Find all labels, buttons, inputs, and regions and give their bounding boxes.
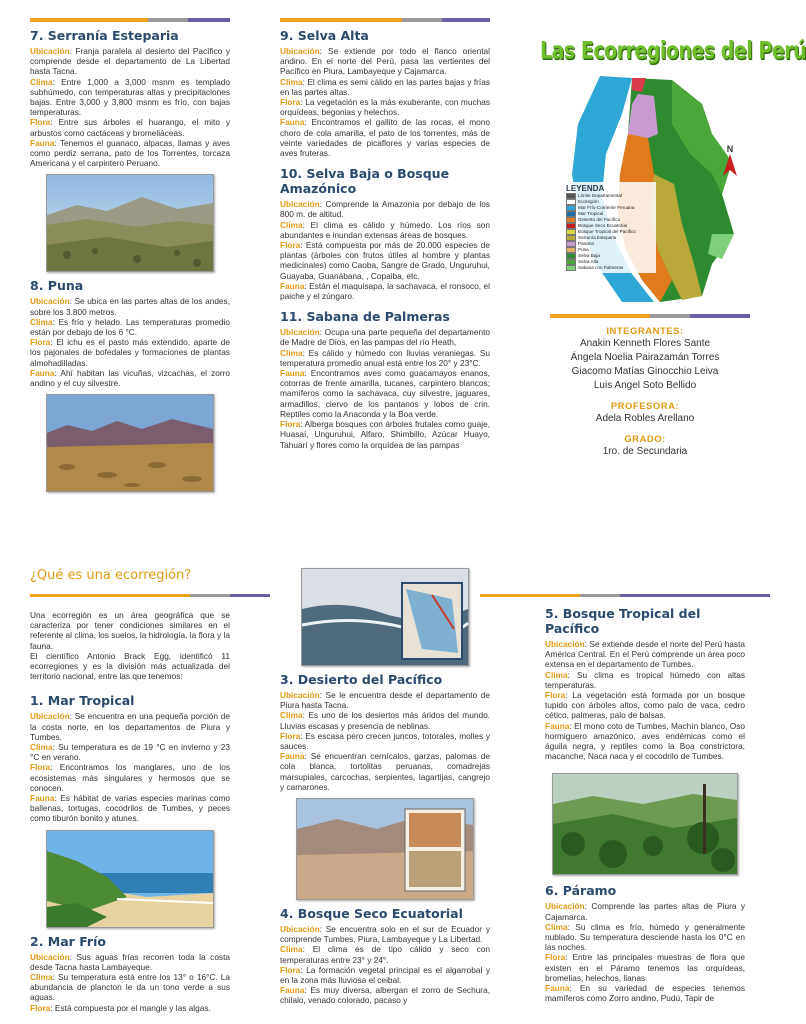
map-title: Las Ecorregiones del Perú — [540, 37, 806, 65]
field-label: Ubicación — [545, 901, 585, 912]
section-line — [30, 368, 230, 388]
photo-mar-tropical — [46, 830, 214, 928]
legend-item — [566, 265, 654, 271]
field-text: : Comprende la Amazonía por debajo de los 800 m. de altitud. — [280, 199, 490, 220]
north-arrow: N — [720, 144, 740, 181]
field-label: Clima — [280, 710, 303, 721]
legend-label: Bosque Seco Ecuatorial — [578, 223, 628, 228]
section-line — [545, 670, 745, 690]
section-title-puna: 8. Puna — [30, 278, 84, 294]
field-text: : Ahí habitan las vicuñas, vizcachas, el zorro andino y el cuy silvestre. — [30, 367, 230, 389]
intro-title: ¿Qué es una ecorregión? — [30, 568, 192, 583]
section-line — [545, 922, 745, 953]
panel-bottom-right — [545, 606, 745, 1024]
field-label: Fauna — [545, 983, 570, 994]
field-text: : El clima es de tipo cálido y seco con temperaturas entre 23° y 24°. — [280, 944, 490, 965]
field-text: : Se encuentra solo en el sur de Ecuador y comprende Tumbes, Piura, Lambayeque y La Libertad. — [280, 924, 490, 945]
section-title-selva-alta: 9. Selva Alta — [280, 28, 369, 43]
field-text: : Está compuesta por el mangle y las algas. — [50, 1002, 211, 1013]
section-line — [30, 46, 230, 77]
field-text: : Sus aguas frías recorren toda la costa desde Tacna hasta Lambayeque. — [30, 951, 230, 972]
field-label: Clima — [545, 669, 568, 680]
color-bar — [480, 594, 770, 597]
field-label: Fauna — [545, 720, 570, 731]
field-text: : Se le encuentra desde el departamento de Piura hasta Tacna. — [280, 690, 490, 711]
photo-serrania-esteparia — [46, 174, 214, 272]
field-text: : Encontramos los manglares, uno de los ecosistemas más singulares y hermosos que se conocen. — [30, 762, 230, 793]
section-line — [280, 281, 490, 301]
section-title-desierto: 3. Desierto del Pacífico — [280, 672, 443, 687]
legend-label: Puna — [578, 247, 589, 252]
section-line — [280, 985, 490, 1005]
panel-cover — [540, 30, 806, 525]
field-label: Fauna — [280, 985, 305, 996]
field-label: Clima — [280, 76, 303, 87]
field-text: : Es cálido y húmedo con lluvias veraniegas. Su temperatura promedio anual está entre los 20° y 23°C. — [280, 347, 490, 368]
legend-list — [566, 193, 654, 271]
field-label: Fauna — [280, 751, 305, 762]
section-line — [30, 952, 230, 972]
legend-label: Desierto del Pacífico — [578, 217, 621, 222]
field-label: Flora — [280, 730, 301, 741]
field-text: : En su variedad de especies tenemos mamíferos como Zorro andino, Pudú, Tapir de — [545, 983, 745, 1004]
section-line — [280, 240, 490, 281]
integrante-name: Anakin Kenneth Flores Sante — [579, 338, 711, 349]
panel-bottom-middle — [280, 566, 490, 1024]
field-label: Ubicación — [280, 46, 320, 56]
field-text: : Se encuentran cernícalos, garzas, palomas de cola blanca, tortolitas peruanas, comadrejas marsupiales, carcochas, serpientes, lagartijas, cangrejo y camarones. — [280, 751, 490, 792]
integrantes-label: INTEGRANTES: — [606, 326, 684, 337]
section-line — [30, 742, 230, 762]
photo-bosque-seco — [296, 798, 474, 900]
credits — [540, 326, 750, 459]
section-line — [280, 199, 490, 219]
legend-title: LEYENDA — [566, 184, 605, 193]
field-label: Fauna — [30, 137, 55, 148]
field-label: Ubicación — [280, 690, 320, 700]
section-title-paramo: 6. Páramo — [545, 883, 617, 899]
section-body-mar-frio — [30, 952, 230, 1013]
integrante-name: Ángela Noelia Pairazamán Torres — [570, 352, 720, 363]
field-text: : Su temperatura está entre los 13° o 16°C. La abundancia de plancton le da un tono verde a sus aguas. — [30, 972, 230, 1003]
photo-desierto-pacifico — [301, 568, 469, 666]
field-label: Flora — [280, 240, 301, 251]
section-line — [280, 77, 490, 97]
legend-swatch — [566, 265, 576, 271]
grado-value: 1ro. de Secundaria — [602, 446, 688, 457]
section-body-paramo — [545, 901, 745, 1003]
section-line — [280, 220, 490, 240]
field-text: : La vegetación es la más exuberante, con muchas orquídeas, begonias y helechos. — [280, 97, 490, 118]
section-line — [280, 690, 490, 710]
field-text: : Alberga bosques con árboles frutales como guaje, Huasaí, Unguruhui, Alfaro, Shimbillo, Azúcar Huayo, Tahuarí y flores como la orquídea de las pampas — [280, 419, 490, 450]
field-text: : Entre 1,000 a 3,000 msnm es templado subhúmedo, con temperaturas altas y precipitaciones bajas. Entre 3,000 y 3,800 msnm es frío, con bajas temperaturas. — [30, 76, 230, 118]
legend-label: Ecoregión — [578, 199, 599, 204]
legend-label: Selva Baja — [578, 253, 600, 258]
field-text: : Franja paralela al desierto del Pacífico y comprende desde el departamento de La Libertad hasta Tacna. — [30, 46, 230, 77]
section-line — [280, 965, 490, 985]
profesora-label: PROFESORA: — [610, 401, 680, 412]
field-text: : Su temperatura es de 19 °C en invierno y 23 °C en verano. — [30, 742, 230, 763]
field-label: Flora — [280, 419, 301, 430]
field-label: Flora — [30, 337, 51, 348]
legend-label: Sabana con Palmeras — [578, 265, 624, 270]
section-line — [280, 46, 490, 77]
section-title-bosque-seco: 4. Bosque Seco Ecuatorial — [280, 906, 463, 922]
section-body-desierto — [280, 690, 490, 792]
field-label: Flora — [280, 97, 301, 108]
field-label: Fauna — [30, 793, 55, 804]
section-body-selva-baja — [280, 199, 490, 301]
field-text: : Está compuesta por más de 20.000 especies de plantas (árboles con frutos útiles al hombre y plantas medicinales) como Caoba, Sangre de Grado, Unguruhui, Guayaba, Guanábana, , Copaiba, etc. — [280, 240, 490, 281]
field-label: Fauna — [280, 368, 305, 379]
section-title-serrania: 7. Serranía Esteparia — [30, 28, 179, 43]
field-label: Ubicación — [30, 46, 70, 56]
section-line — [545, 721, 745, 762]
section-title-mar-frio: 2. Mar Frío — [30, 933, 106, 949]
field-text: : Se ubica en las partes altas de los andes, sobre los 3.800 metros. — [30, 296, 230, 317]
field-text: : Su clima es frío, húmedo y generalmente nublado. Su temperatura desciende hasta los 0°C en las noches. — [545, 921, 745, 953]
field-text: : Encontramos el gallito de las rocas, el mono choro de cola amarilla, el pato de los torrentes, más de veinte variedades de picaflores y varias especies de aves fruteras. — [280, 117, 490, 159]
section-line — [30, 317, 230, 337]
integrantes-list — [540, 337, 750, 393]
legend-label: Mar Tropical — [578, 211, 604, 216]
field-text: : La vegetación está formada por un bosque tupido con árboles altos, como palo de vaca, cedro cético, palmeras, palo de balsas. — [545, 690, 745, 721]
field-text: : El clima es semi cálido en las partes bajas y frías en las partes altas. — [280, 76, 490, 97]
section-body-serrania — [30, 46, 230, 168]
color-bar — [550, 314, 750, 318]
field-text: : Entre sus árboles el huarango, el mito y arbustos como cactáceas y bromeliáceas. — [30, 117, 230, 138]
panel-top-middle — [280, 18, 490, 523]
section-body-puna — [30, 296, 230, 388]
section-body-sabana — [280, 327, 490, 449]
section-line — [280, 368, 490, 419]
legend-label: Bosque Tropical del Pacífico — [578, 229, 636, 234]
section-line — [545, 901, 745, 921]
legend-label: Selva Alta — [578, 259, 599, 264]
legend-label: Mar Frío-Corriente Peruana — [578, 205, 635, 210]
section-line — [545, 952, 745, 983]
field-text: : El ichu es el pasto más extendido, aparte de los pajonales de bofedales y formaciones de plantas almohadilladas. — [30, 337, 230, 368]
field-text: : El clima es cálido y húmedo. Los ríos son abundantes e inundan extensas áreas de bosques. — [280, 219, 490, 240]
color-bar — [30, 18, 230, 22]
section-line — [545, 690, 745, 721]
section-body-selva-alta — [280, 46, 490, 158]
section-line — [280, 419, 490, 450]
photo-puna — [46, 394, 214, 492]
section-line — [545, 639, 745, 670]
field-label: Ubicación — [280, 924, 320, 935]
field-label: Fauna — [30, 367, 55, 378]
field-label: Flora — [280, 964, 301, 975]
section-line — [280, 751, 490, 792]
field-label: Clima — [280, 944, 303, 955]
field-label: Clima — [280, 347, 303, 358]
field-label: Flora — [30, 1002, 51, 1013]
field-text: : La formación vegetal principal es el algarrobal y en la zona más lluviosa el ceibal. — [280, 964, 490, 986]
profesora-name: Adela Robles Arellano — [595, 413, 695, 424]
section-line — [280, 731, 490, 751]
section-line — [280, 944, 490, 964]
field-text: : Están el maquisapa, la sachavaca, el ronsoco, el paiche y el zúngaro. — [280, 280, 490, 302]
section-line — [545, 983, 745, 1003]
field-text: : Se encuentra en una pequeña porción de la costa norte, en los departamentos de Piura y Tumbes. — [30, 711, 230, 742]
intro-paragraph-2: El científico Antonio Brack Egg, identificó 11 ecorregiones y es la división más actualizada del territorio nacional, entre las que tenemos: — [30, 650, 230, 682]
field-text: : Es uno de los desiertos más áridos del mundo. Lluvias escasas y presencia de neblinas. — [280, 710, 490, 731]
section-body-bosque-seco — [280, 924, 490, 1006]
section-line — [30, 711, 230, 742]
field-text: : Se extiende desde el norte del Perú hasta América Central. En el Perú comprende un área poco extensa en el departamento de Tumbes. — [545, 639, 745, 670]
section-line — [30, 1003, 230, 1013]
field-text: : Entre las principales muestras de flora que existen en el Páramo tenemos las orquídeas, bromelias, helechos, lianas. — [545, 952, 745, 983]
field-label: Ubicación — [545, 639, 585, 649]
field-text: : Es muy diversa, albergan el zorro de Sechura, chilalo, venado colorado, pacaso y — [280, 985, 490, 1006]
field-text: : Se extiende por todo el flanco oriental andino. En el norte del Perú, pasa las vertientes del Pacífico en Piura, Lambayeque y Cajamarca. — [280, 46, 490, 77]
field-label: Ubicación — [280, 327, 320, 338]
field-text: : Ocupa una parte pequeña del departamento de Madre de Dios, en las pampas del río Heath, — [280, 327, 490, 348]
intro-paragraph: Una ecorregión es un área geográfica que se caracteriza por tener condiciones similares en el referente al clima, los suelos, la hidrología, la flora y la fauna. — [30, 610, 230, 651]
color-bar — [30, 594, 270, 597]
section-line — [30, 972, 230, 1003]
field-text: : Tenemos el guanaco, alpacas, llamas y aves como perdiz serrana, pato de los Torrentes, torcaza Americana y el carpintero Peruano. — [30, 137, 230, 169]
integrante-name: Luis Angel Soto Bellido — [593, 380, 697, 391]
section-line — [30, 793, 230, 824]
section-line — [30, 77, 230, 118]
field-text: : Es frío y helado. Las temperaturas promedio están por debajo de los 6 °C. — [30, 316, 230, 338]
section-line — [30, 296, 230, 316]
panel-top-left — [30, 18, 230, 523]
section-line — [280, 327, 490, 347]
section-line — [280, 348, 490, 368]
field-text: : Es hábitat de varias especies marinas como ballenas, tortugas, cocodrilos de Tumbes, y peces como tiburón bonito y atunes. — [30, 793, 230, 824]
legend-label: Páramo — [578, 241, 595, 246]
field-label: Fauna — [280, 280, 305, 291]
field-label: Clima — [30, 972, 53, 983]
section-line — [280, 924, 490, 944]
section-body-bosque-tropical — [545, 639, 745, 761]
field-label: Clima — [545, 921, 568, 932]
section-line — [280, 97, 490, 117]
field-text: : Su clima es tropical húmedo con altas temperaturas. — [545, 669, 745, 690]
field-label: Clima — [30, 76, 53, 87]
field-text: : Comprende las partes altas de Piura y Cajamarca. — [545, 901, 745, 922]
field-label: Clima — [30, 742, 53, 753]
section-line — [30, 762, 230, 793]
map-legend — [564, 182, 656, 273]
legend-label: Límite Departamental — [578, 193, 622, 198]
legend-label: Serranía Esteparia — [578, 235, 617, 240]
section-line — [30, 337, 230, 368]
section-line — [30, 117, 230, 137]
field-label: Ubicación — [30, 296, 70, 307]
field-label: Flora — [545, 690, 566, 701]
section-line — [280, 117, 490, 158]
field-label: Clima — [30, 316, 53, 327]
field-label: Flora — [30, 762, 51, 773]
section-title-selva-baja: 10. Selva Baja o Bosque Amazónico — [280, 166, 450, 197]
field-label: Ubicación — [280, 199, 320, 210]
section-body-mar-tropical — [30, 711, 230, 823]
field-label: Flora — [30, 117, 51, 128]
section-title-sabana: 11. Sabana de Palmeras — [280, 309, 450, 325]
section-line — [30, 138, 230, 169]
section-title-bosque-tropical: 5. Bosque Tropical del Pacífico — [545, 606, 701, 636]
section-title-mar-tropical: 1. Mar Tropical — [30, 693, 135, 709]
field-label: Fauna — [280, 117, 305, 128]
field-label: Ubicación — [30, 951, 70, 962]
integrante-name: Giacomo Matías Ginocchio Leiva — [571, 366, 719, 377]
color-bar — [280, 18, 490, 22]
grado-label: GRADO: — [624, 434, 666, 445]
field-label: Clima — [280, 219, 303, 230]
field-label: Ubicación — [30, 711, 70, 722]
field-text: : El mono coto de Tumbes, Machín blanco, Oso hormiguero amazónico, aves endémicas como el águila negra, y reptiles como la Boa constrictora, macanche, Naca naca y el cocodrilo de Tumbes. — [545, 720, 745, 762]
field-label: Flora — [545, 952, 566, 963]
section-line — [280, 710, 490, 730]
panel-bottom-left — [30, 610, 230, 1024]
field-text: : Es escasa pero crecen juncos, totorales, molles y sauces. — [280, 730, 490, 752]
photo-bosque-tropical — [552, 773, 738, 875]
ecoregion-map — [562, 74, 742, 304]
field-text: : Encontramos aves como guacamayos enanos, cotorras de frente amarilla, tucanes, carpintero blancos; mamíferos como la sachavaca, cuy silvestre, jaguares, armadillos, ciervo de los pantanos y lobos de crin. Reptiles como la Anaconda y la Boa verde. — [280, 368, 490, 419]
